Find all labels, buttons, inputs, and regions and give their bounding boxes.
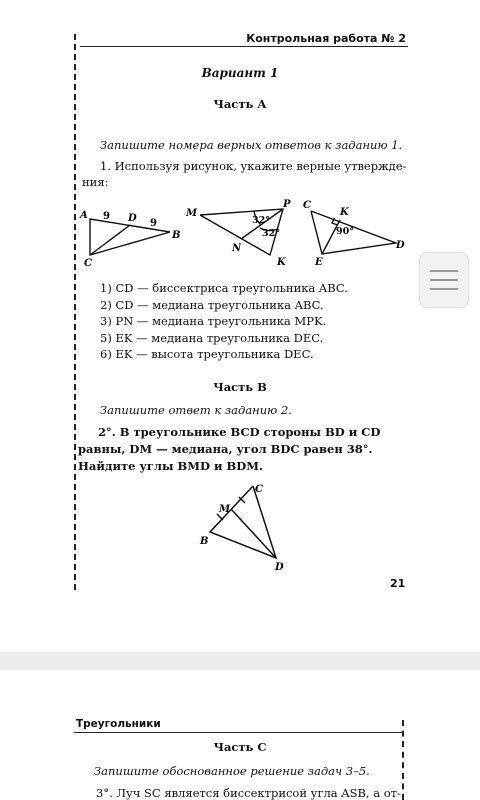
- question-1: 1. Используя рисунок, укажите верные утвержде-ния:: [82, 159, 407, 189]
- page-separator: [0, 652, 480, 670]
- triangle-abc: [90, 219, 170, 255]
- label-t3-c: C: [303, 200, 311, 211]
- page-header-title: Контрольная работа № 2: [246, 32, 406, 45]
- label-t1-b: B: [172, 230, 181, 241]
- label-t2-p: P: [283, 199, 291, 210]
- hamburger-menu-icon[interactable]: [419, 252, 469, 308]
- label-q2-d: D: [275, 562, 284, 573]
- label-t1-d: D: [128, 213, 137, 224]
- label-q2-c: C: [255, 484, 263, 495]
- label-t2-angle1: 32°: [252, 215, 270, 226]
- question-1-figure: [78, 196, 408, 272]
- label-t1-seg1: 9: [103, 211, 110, 222]
- option-3: 3) PN — медиана треугольника MPK.: [100, 314, 327, 328]
- label-t1-c: C: [84, 258, 92, 269]
- label-q2-b: B: [200, 536, 209, 547]
- label-t3-angle: 90°: [336, 226, 354, 237]
- option-1: 1) CD — биссектриса треугольника ABC.: [100, 281, 348, 295]
- label-t1-a: A: [80, 210, 88, 221]
- label-t2-n: N: [232, 243, 242, 254]
- header-rule: [80, 46, 408, 47]
- question-2-figure: [190, 476, 300, 576]
- question-3: 3°. Луч SC является биссектрисой угла ASB, а от-: [96, 786, 401, 800]
- page-number: 21: [390, 577, 406, 590]
- cut-line-left: [74, 34, 76, 590]
- part-c-title: Часть С: [213, 740, 267, 754]
- part-a-instruction: Запишите номера верных ответов к заданию 1.: [100, 138, 403, 152]
- label-t2-m: M: [186, 208, 198, 219]
- label-q2-m: M: [219, 504, 231, 515]
- part-a-title: Часть А: [213, 97, 267, 111]
- option-2: 2) CD — медиана треугольника ABC.: [100, 297, 324, 312]
- label-t3-e: E: [315, 257, 323, 268]
- part-b-title: Часть В: [213, 380, 267, 394]
- label-t3-k: K: [340, 207, 349, 218]
- label-t2-angle2: 32°: [262, 228, 280, 239]
- part-b-instruction: Запишите ответ к заданию 2.: [100, 403, 292, 417]
- page-header-title-2: Треугольники: [76, 718, 161, 730]
- option-5: 5) EK — медиана треугольника DEC.: [100, 330, 324, 345]
- cut-line-right: [402, 720, 404, 800]
- label-t1-seg2: 9: [150, 218, 157, 229]
- label-t3-d: D: [396, 240, 405, 251]
- triangle-bcd: [210, 486, 276, 558]
- option-6: 6) EK — высота треугольника DEC.: [100, 347, 314, 361]
- page-22: [0, 670, 480, 800]
- answer-options: [100, 280, 348, 363]
- menu-bar: [430, 279, 458, 281]
- question-2: 2°. В треугольнике BCD стороны BD и CD равны, DM — медиана, угол BDC равен 38°. Найдите углы BMD и BDM.: [78, 425, 381, 473]
- label-t2-k: K: [277, 257, 286, 268]
- menu-bar: [430, 270, 458, 272]
- menu-bar: [430, 288, 458, 290]
- part-c-instruction: Запишите обоснованное решение задач 3–5.: [94, 764, 370, 778]
- variant-title: Вариант 1: [201, 66, 279, 80]
- header-rule-2: [74, 732, 402, 733]
